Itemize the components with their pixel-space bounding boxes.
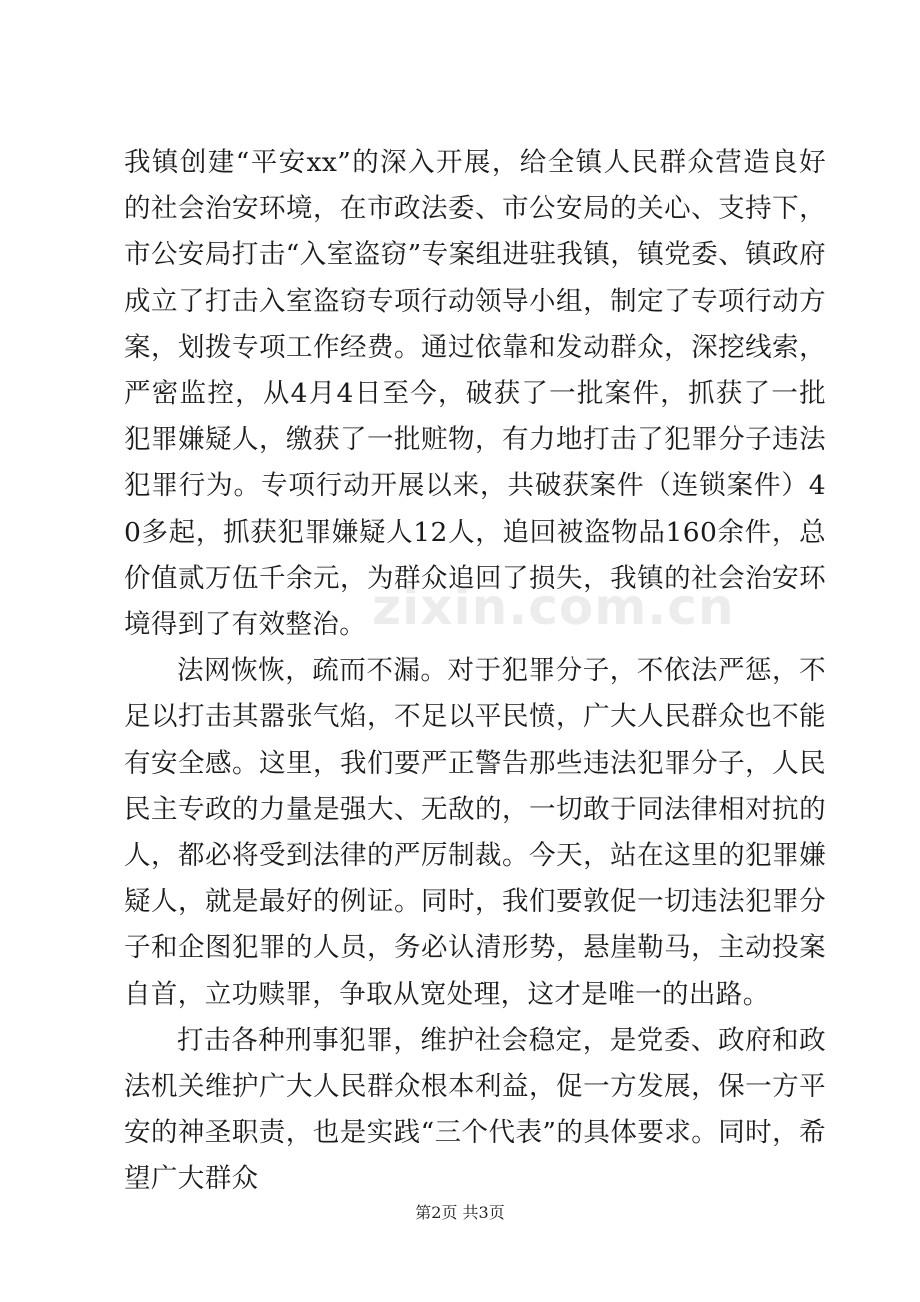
- paragraph-1: 我镇创建“平安xx”的深入开展，给全镇人民群众营造良好的社会治安环境，在市政法委、市公安局的关心、支持下，市公安局打击“入室盗窃”专案组进驻我镇，镇党委、镇政府成立了打击入室盗窃专项行动领导小组，制定了专项行动方案，划拨专项工作经费。通过依靠和发动群众，深挖线索，严密监控，从4月4日至今，破获了一批案件，抓获了一批犯罪嫌疑人，缴获了一批赃物，有力地打击了犯罪分子违法犯罪行为。专项行动开展以来，共破获案件（连锁案件）40多起，抓获犯罪嫌疑人12人，追回被盗物品160余件，总价值贰万伍千余元，为群众追回了损失，我镇的社会治安环境得到了有效整治。: [124, 147, 826, 641]
- document-body: [124, 140, 826, 1203]
- watermark: zixin.com.cn: [372, 578, 735, 636]
- paragraph-3: 打击各种刑事犯罪，维护社会稳定，是党委、政府和政法机关维护广大人民群众根本利益，促一方发展，保一方平安的神圣职责，也是实践“三个代表”的具体要求。同时，希望广大群众: [124, 1024, 826, 1195]
- page-footer: 第2页 共3页: [415, 1203, 505, 1222]
- paragraph-2: 法网恢恢，疏而不漏。对于犯罪分子，不依法严惩，不足以打击其嚣张气焰，不足以平民愤，广大人民群众也不能有安全感。这里，我们要严正警告那些违法犯罪分子，人民民主专政的力量是强大、无敌的，一切敢于同法律相对抗的人，都必将受到法律的严厉制裁。今天，站在这里的犯罪嫌疑人，就是最好的例证。同时，我们要敦促一切违法犯罪分子和企图犯罪的人员，务必认清形势，悬崖勒马，主动投案自首，立功赎罪，争取从宽处理，这才是唯一的出路。: [124, 655, 826, 1010]
